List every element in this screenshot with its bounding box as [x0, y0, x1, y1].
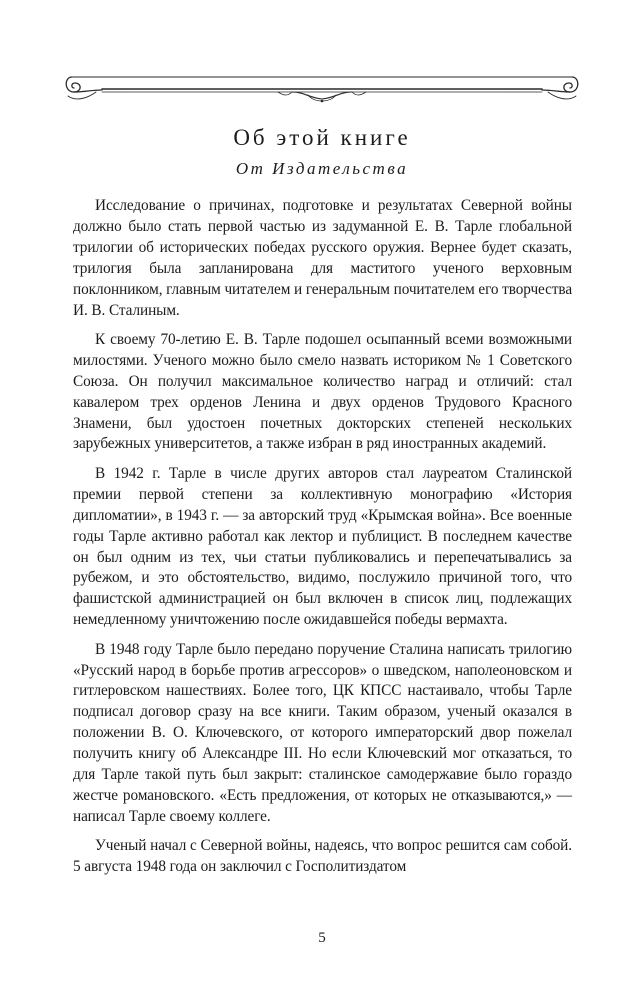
paragraph: Ученый начал с Северной войны, надеясь, что вопрос решится сам собой. 5 августа 1948 года он заключил с Госполитиздатом [73, 837, 572, 876]
body-text [73, 196, 572, 887]
paragraph: Исследование о причинах, подготовке и результатах Северной войны должно было стать первой частью из задуманной Е. В. Тарле глобальной трилогии об исторических победах русского оружия. Вернее будет сказать, трилогия была запланирована для маститого ученого верховным поклонником, главным читателем и генеральным почитателем его творчества И. В. Сталиным. [73, 197, 573, 319]
page-subtitle: От Издательства [235, 159, 409, 178]
paragraph: В 1948 году Тарле было передано поручение Сталина написать трилогию «Русский народ в борьбе против агрессоров» о шведском, наполеоновском и гитлеровском нашествиях. Более того, ЦК КПСС настаивало, чтобы Тарле подписал договор сразу на все книги. Таким образом, ученый оказался в положении В. О. Ключевского, от которого императорский двор пожелал получить книгу об Александре III. Но если Ключевский мог отказаться, то для Тарле такой путь был закрыт: сталинское самодержавие было гораздо жестче романовского. «Есть предложения, от которых не отказываются,» — написал Тарле своему коллеге. [73, 640, 572, 825]
paragraph: В 1942 г. Тарле в числе других авторов стал лауреатом Сталинской премии первой степени за коллективную монографию «История дипломатии», в 1943 г. — за авторский труд «Крымская война». Все военные годы Тарле активно работал как лектор и публицист. В последнем качестве он был одним из тех, чьи статьи публиковались и перепечатывались за рубежом, и это обстоятельство, видимо, послужило причиной того, что фашистской администрацией он был включен в список лиц, подлежащих немедленному уничтожению после ожидавшейся победы вермахта. [73, 464, 572, 629]
page-title: Об этой книге [233, 125, 411, 150]
paragraph: К своему 70-летию Е. В. Тарле подошел осыпанный всеми возможными милостями. Ученого можно было смело назвать историком № 1 Советского Союза. Он получил максимальное количество наград и отличий: стал кавалером трех орденов Ленина и двух орденов Трудового Красного Знамени, был удостоен почетных докторских степеней нескольких зарубежных университетов, а также избран в ряд иностранных академий. [73, 330, 572, 453]
decorative-scroll-rule-icon [62, 68, 582, 108]
page-number: 5 [318, 930, 326, 946]
